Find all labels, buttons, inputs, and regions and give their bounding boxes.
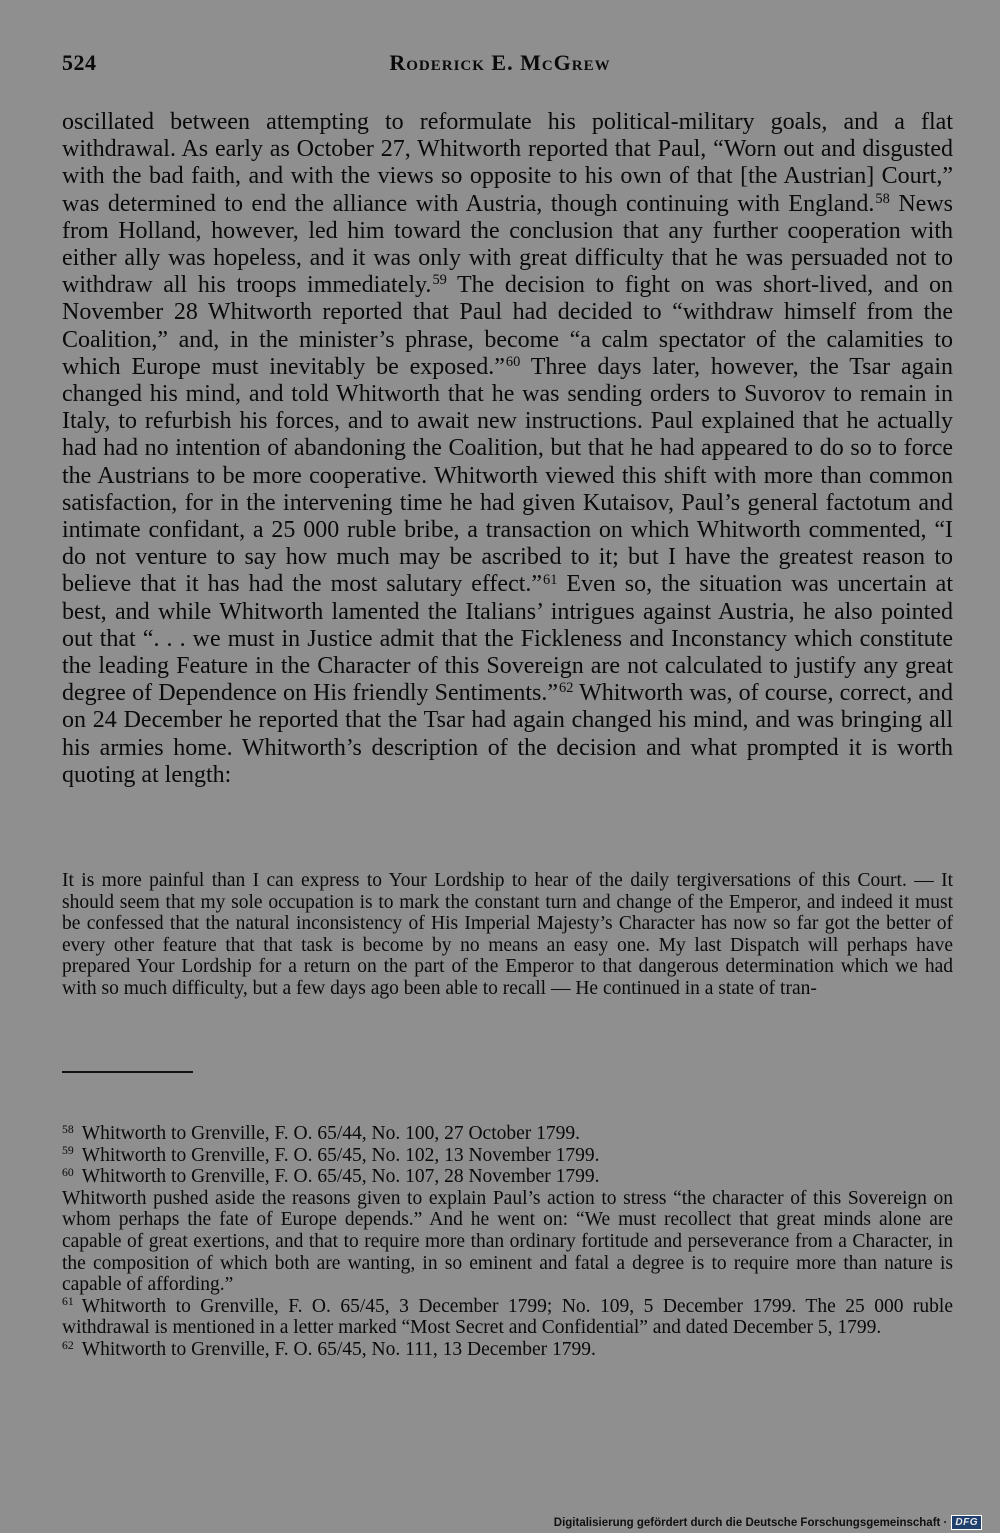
- body-segment: oscillated between attempting to reformulate his political-military goals, and a flat withdrawal. As early as October 27, Whitworth reported that Paul, “Worn out and disgusted with the bad faith, and with the views so opposite to his own of that [the Austrian] Court,” was determined to end the alliance with Austria, though continuing with England.: [62, 109, 953, 217]
- block-quote: It is more painful than I can express to Your Lordship to hear of the daily tergiversations of this Court. — It should seem that my sole occupation is to mark the constant turn and change of the Emperor, and indeed it must be confessed that the natural inconsistency of His Imperial Majesty’s Character has now so far got the better of every other feature that that task is become by no means an easy one. My last Dispatch will perhaps have prepared Your Lordship for a return on the part of the Emperor to that dangerous determination which we had with so much difficulty, but a few days ago been able to recall — He continued in a state of tran-: [62, 870, 953, 999]
- credit-text: Digitalisierung gefördert durch die Deutsche Forschungsgemeinschaft ·: [553, 1516, 948, 1529]
- footnote: [62, 1145, 953, 1167]
- footnote-number: 60: [62, 1165, 74, 1179]
- footnote: [62, 1123, 953, 1145]
- body-segment: Three days later, however, the Tsar again changed his mind, and told Whitworth that he was sending orders to Suvorov to remain in Italy, to refurbish his forces, and to await new instructions. Paul explained that he actually had had no intention of abandoning the Coalition, but that he had appeared to do so to force the Austrians to be more cooperative. Whitworth viewed this shift with more than common satisfaction, for in the intervening time he had given Kutaisov, Paul’s general factotum and intimate confidant, a 25 000 ruble bribe, a transaction on which Whitworth commented, “I do not venture to say how much may be ascribed to it; but I have the greatest reason to believe that it has had the most salutary effect.”: [62, 353, 953, 598]
- footnote: [62, 1296, 953, 1339]
- footnote-ref: 59: [432, 272, 447, 289]
- footnote-ref: 60: [505, 353, 521, 370]
- body-segment: Even so, the situation was uncertain at best, and while Whitworth lamented the Italians’ intrigues against Austria, he also pointed out that “. . . we must in Justice admit that the Fickleness and Inconstancy which constitute the leading Feature in the Character of this Sovereign are not calculated to justify any great degree of Dependence on His friendly Sentiments.”: [62, 571, 953, 707]
- footnote: [62, 1339, 953, 1361]
- digitization-credit: [554, 1515, 982, 1530]
- footnote-text: Whitworth pushed aside the reasons given to explain Paul’s action to stress “the character of this Sovereign on whom perhaps the fate of Europe depends.” And he went on: “We must recollect that great minds alone are capable of great exertions, and that to require more than ordinary fortitude and perseverance from a Character, in the composition of which both are wanting, in so eminent and fatal a degree is to require more than nature is capable of affording.”: [62, 1187, 953, 1296]
- footnote-text: Whitworth to Grenville, F. O. 65/45, No. 111, 13 December 1799.: [81, 1338, 596, 1360]
- footnote-rule: [62, 1071, 193, 1073]
- body-segment: Whitworth was, of course, correct, and on 24 December he reported that the Tsar had again changed his mind, and was bringing all his armies home. Whitworth’s description of the decision and what prompted it is worth quoting at length:: [62, 680, 953, 788]
- footnote-number: 58: [62, 1122, 74, 1136]
- dfg-logo: DFG: [951, 1515, 982, 1530]
- body-segment: News from Holland, however, led him toward the conclusion that any further cooperation with either ally was hopeless, and it was only with great difficulty that he was persuaded not to withdraw all his troops immediately.: [62, 190, 954, 299]
- footnote-number: 62: [62, 1338, 74, 1352]
- footnote-number: 59: [62, 1144, 74, 1158]
- footnote-ref: 58: [875, 190, 890, 207]
- footnote-ref: 61: [543, 571, 558, 588]
- footnote: [62, 1166, 953, 1188]
- footnote-text: Whitworth to Grenville, F. O. 65/44, No. 100, 27 October 1799.: [81, 1123, 581, 1144]
- footnote-ref: 62: [559, 680, 574, 697]
- footnote-text: Whitworth to Grenville, F. O. 65/45, 3 December 1799; No. 109, 5 December 1799. The 25 000 ruble withdrawal is mentioned in a letter marked “Most Secret and Confidential” and dated December 5, 1799.: [62, 1295, 953, 1339]
- footnote-text: Whitworth to Grenville, F. O. 65/45, No. 102, 13 November 1799.: [81, 1144, 600, 1166]
- footnotes: [62, 1123, 953, 1361]
- body-segment: The decision to fight on was short-lived, and on November 28 Whitworth reported that Paul had decided to “withdraw himself from the Coalition,” and, in the minister’s phrase, become “a calm spectator of the calamities to which Europe must inevitably be exposed.”: [62, 272, 954, 380]
- page-number: 524: [62, 50, 97, 75]
- body-paragraph: [62, 109, 953, 789]
- footnote-continuation: [62, 1188, 953, 1296]
- footnote-text: Whitworth to Grenville, F. O. 65/45, No. 107, 28 November 1799.: [81, 1166, 600, 1188]
- running-head: Roderick E. McGrew: [389, 50, 611, 75]
- footnote-number: 61: [62, 1295, 74, 1309]
